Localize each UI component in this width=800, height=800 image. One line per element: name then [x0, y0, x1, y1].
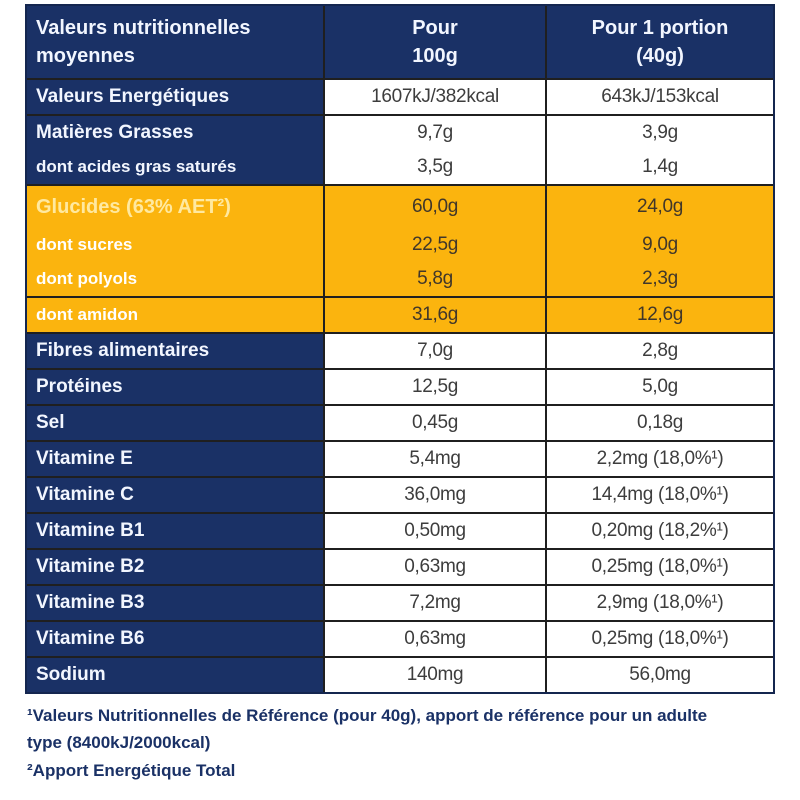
row-value-per-portion: 2,2mg (18,0%¹): [547, 442, 773, 476]
footnotes: [27, 702, 727, 785]
row-value-per-100g: 12,5g: [325, 370, 547, 404]
row-value-per-100g: 36,0mg: [325, 478, 547, 512]
row-label: Vitamine B1: [27, 514, 325, 548]
table-row: [27, 262, 773, 296]
row-label: dont acides gras saturés: [27, 150, 325, 184]
nutrition-table-body: [27, 78, 773, 692]
nutrition-table: [25, 4, 775, 694]
row-value-per-100g: 31,6g: [325, 298, 547, 332]
row-label: Vitamine B6: [27, 622, 325, 656]
table-row: [27, 296, 773, 332]
row-label: Protéines: [27, 370, 325, 404]
header-cell-per-portion: [547, 6, 773, 78]
row-value-per-100g: 7,0g: [325, 334, 547, 368]
row-label: Vitamine C: [27, 478, 325, 512]
row-value-per-portion: 0,25mg (18,0%¹): [547, 622, 773, 656]
row-value-per-portion: 0,18g: [547, 406, 773, 440]
table-row: [27, 620, 773, 656]
table-header-row: [27, 6, 773, 78]
table-row: [27, 368, 773, 404]
row-value-per-100g: 0,63mg: [325, 550, 547, 584]
row-value-per-portion: 2,3g: [547, 262, 773, 296]
row-value-per-100g: 1607kJ/382kcal: [325, 80, 547, 114]
row-label: Vitamine B2: [27, 550, 325, 584]
row-value-per-portion: 2,8g: [547, 334, 773, 368]
row-value-per-portion: 1,4g: [547, 150, 773, 184]
table-row: [27, 78, 773, 114]
table-row: [27, 548, 773, 584]
header-portion-line2: (40g): [636, 45, 684, 67]
row-value-per-portion: 0,25mg (18,0%¹): [547, 550, 773, 584]
row-label: dont sucres: [27, 228, 325, 262]
row-value-per-100g: 0,63mg: [325, 622, 547, 656]
row-value-per-100g: 0,45g: [325, 406, 547, 440]
table-row: [27, 332, 773, 368]
row-value-per-portion: 24,0g: [547, 186, 773, 228]
row-value-per-portion: 2,9mg (18,0%¹): [547, 586, 773, 620]
row-value-per-portion: 5,0g: [547, 370, 773, 404]
row-value-per-portion: 14,4mg (18,0%¹): [547, 478, 773, 512]
table-row: [27, 228, 773, 262]
row-label: Valeurs Energétiques: [27, 80, 325, 114]
table-row: [27, 440, 773, 476]
row-label: Matières Grasses: [27, 116, 325, 150]
row-value-per-100g: 3,5g: [325, 150, 547, 184]
header-portion-line1: Pour 1 portion: [591, 17, 729, 39]
row-value-per-100g: 22,5g: [325, 228, 547, 262]
row-label: Sodium: [27, 658, 325, 692]
row-value-per-100g: 7,2mg: [325, 586, 547, 620]
row-label: dont amidon: [27, 298, 325, 332]
row-label: Sel: [27, 406, 325, 440]
header-100g-line1: Pour: [412, 17, 458, 39]
row-label: Fibres alimentaires: [27, 334, 325, 368]
row-value-per-portion: 643kJ/153kcal: [547, 80, 773, 114]
footnote-reference-values: ¹Valeurs Nutritionnelles de Référence (pour 40g), apport de référence pour un adulte type (8400kJ/2000kcal): [27, 706, 708, 752]
row-label: dont polyols: [27, 262, 325, 296]
row-value-per-portion: 9,0g: [547, 228, 773, 262]
table-row: [27, 404, 773, 440]
table-row: [27, 114, 773, 150]
row-value-per-100g: 60,0g: [325, 186, 547, 228]
footnote-total-energy: ²Apport Energétique Total: [27, 761, 236, 780]
table-row: [27, 476, 773, 512]
row-label: Vitamine B3: [27, 586, 325, 620]
header-label-line1: Valeurs nutritionnelles: [36, 17, 251, 39]
row-value-per-100g: 5,4mg: [325, 442, 547, 476]
header-cell-per-100g: [325, 6, 547, 78]
table-row: [27, 150, 773, 184]
header-100g-line2: 100g: [412, 45, 458, 67]
row-value-per-100g: 140mg: [325, 658, 547, 692]
table-row: [27, 512, 773, 548]
table-row: [27, 656, 773, 692]
row-value-per-portion: 56,0mg: [547, 658, 773, 692]
row-value-per-100g: 0,50mg: [325, 514, 547, 548]
row-value-per-100g: 5,8g: [325, 262, 547, 296]
row-value-per-portion: 3,9g: [547, 116, 773, 150]
row-label: Glucides (63% AET²): [27, 186, 325, 228]
row-value-per-portion: 12,6g: [547, 298, 773, 332]
header-cell-label: [27, 6, 325, 78]
row-label: Vitamine E: [27, 442, 325, 476]
table-row: [27, 184, 773, 228]
table-row: [27, 584, 773, 620]
row-value-per-portion: 0,20mg (18,2%¹): [547, 514, 773, 548]
row-value-per-100g: 9,7g: [325, 116, 547, 150]
header-label-line2: moyennes: [36, 45, 135, 67]
